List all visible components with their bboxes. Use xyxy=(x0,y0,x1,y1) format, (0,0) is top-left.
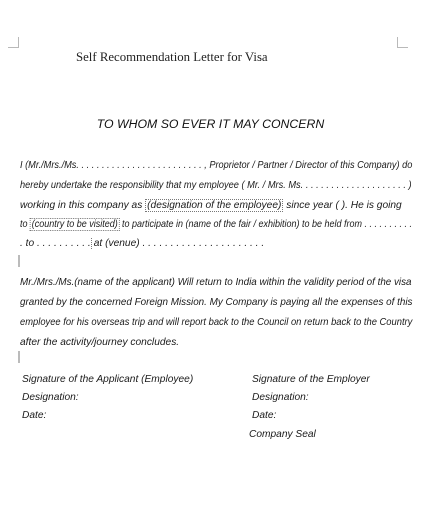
country-field[interactable]: (country to be visited) xyxy=(31,219,118,230)
para1-line3: working in this company as (designation of the employee) since year ( ). He is going xyxy=(20,200,402,211)
para2-line1: Mr./Mrs./Ms.(name of the applicant) Will return to India within the validity period of the visa xyxy=(20,277,412,288)
crop-mark-top-left xyxy=(8,37,19,48)
para2-line4: after the activity/journey concludes. xyxy=(20,337,180,348)
venue-field[interactable]: at (venue) . . . . . . . . . . . . . . . . . . . . . . xyxy=(91,238,265,249)
paragraph-mark xyxy=(18,255,20,267)
paragraph-mark xyxy=(18,351,20,363)
employer-designation-label: Designation: xyxy=(252,392,309,403)
para1-line5: . to . . . . . . . . . . at (venue) . . . . . . . . . . . . . . . . . . . . . . xyxy=(20,238,265,249)
designation-field[interactable]: (designation of the employee) xyxy=(147,200,282,211)
para1-line1: I (Mr./Mrs./Ms. . . . . . . . . . . . . . . . . . . . . . . . . , Proprietor / Partner / Director of this Company) do xyxy=(20,160,413,171)
document-title: Self Recommendation Letter for Visa xyxy=(76,50,268,64)
para2-line2: granted by the concerned Foreign Mission. My Company is paying all the expenses of this xyxy=(20,297,413,308)
para1-line2: hereby undertake the responsibility that my employee ( Mr. / Mrs. Ms. . . . . . . . . . . . . . . . . . . . . ) xyxy=(20,180,412,191)
crop-mark-top-right xyxy=(397,37,408,48)
applicant-designation-label: Designation: xyxy=(22,392,79,403)
company-seal-label: Company Seal xyxy=(249,429,316,440)
applicant-date-label: Date: xyxy=(22,410,47,421)
applicant-signature-label: Signature of the Applicant (Employee) xyxy=(22,374,194,385)
para2-line3: employee for his overseas trip and will report back to the Council on return back to the Country xyxy=(20,317,413,328)
employer-signature-label: Signature of the Employer xyxy=(252,374,370,385)
letter-heading: TO WHOM SO EVER IT MAY CONCERN xyxy=(96,117,325,131)
para1-line4: to (country to be visited) to participate in (name of the fair / exhibition) to be held from . . . . . . . . . . xyxy=(20,219,413,230)
employer-date-label: Date: xyxy=(252,410,277,421)
